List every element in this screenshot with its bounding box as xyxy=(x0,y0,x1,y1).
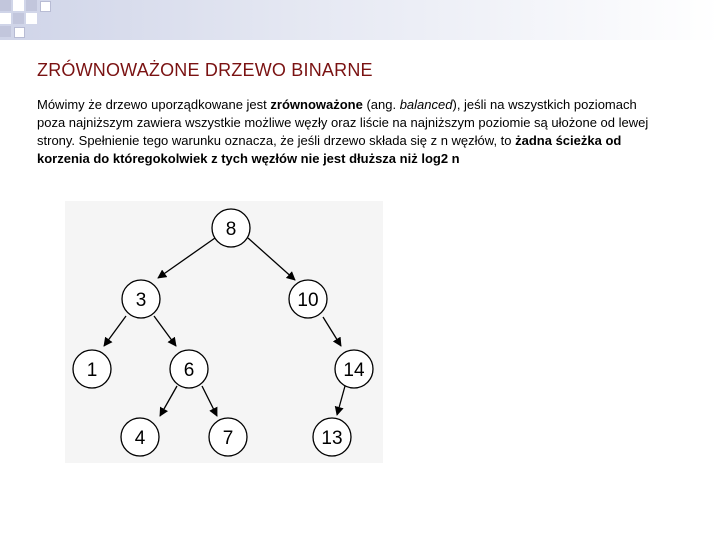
slide-top-bar xyxy=(0,0,720,40)
tree-node-14: 14 xyxy=(343,360,365,381)
edge-10-14 xyxy=(323,317,341,346)
edge-3-1 xyxy=(104,316,126,346)
decorative-squares xyxy=(0,0,56,48)
edge-6-4 xyxy=(160,386,177,416)
edge-6-7 xyxy=(202,386,217,416)
paragraph-bold-formula: log2 n xyxy=(421,151,460,166)
tree-node-10: 10 xyxy=(297,290,319,311)
tree-node-13: 13 xyxy=(321,428,343,449)
binary-tree-svg xyxy=(65,201,383,463)
tree-node-8: 8 xyxy=(225,219,237,240)
decor-square xyxy=(0,0,11,11)
tree-node-1: 1 xyxy=(86,360,98,381)
paragraph-text: ), jeśli na wszystkich poziomach poza najniższym zawiera wszystkie możliwe węzły oraz liście na najniższym poziomie są ułożone od lewej strony. Spełnienie tego warunku oznacza, że jeśli drzewo składa się z n węzłów, to xyxy=(37,97,649,148)
decor-square xyxy=(26,13,37,24)
tree-node-6: 6 xyxy=(183,360,195,381)
decor-square xyxy=(13,13,24,24)
edge-8-10 xyxy=(248,238,295,280)
decor-square xyxy=(26,0,37,11)
edge-8-3 xyxy=(158,238,215,278)
tree-node-3: 3 xyxy=(135,290,147,311)
decor-square xyxy=(14,27,25,38)
paragraph-text: (ang. xyxy=(362,97,400,112)
decor-square xyxy=(13,0,24,11)
edge-3-6 xyxy=(154,316,176,346)
slide-title: ZRÓWNOWAŻONE DRZEWO BINARNE xyxy=(37,60,373,80)
binary-tree-diagram xyxy=(65,201,383,463)
edge-14-13 xyxy=(337,386,345,415)
paragraph-text: Mówimy że drzewo uporządkowane jest xyxy=(37,97,271,112)
tree-node-7: 7 xyxy=(222,428,234,449)
decor-square xyxy=(0,13,11,24)
paragraph-bold-statement: żadna ścieżka od korzenia do któregokolwiek z tych węzłów nie jest dłuższa niż xyxy=(37,133,622,166)
tree-node-4: 4 xyxy=(134,428,146,449)
decor-square xyxy=(0,26,11,37)
paragraph-bold-term: zrównoważone xyxy=(270,97,363,112)
definition-paragraph xyxy=(37,96,657,168)
decor-square xyxy=(40,1,51,12)
paragraph-italic-term: balanced xyxy=(399,97,453,112)
